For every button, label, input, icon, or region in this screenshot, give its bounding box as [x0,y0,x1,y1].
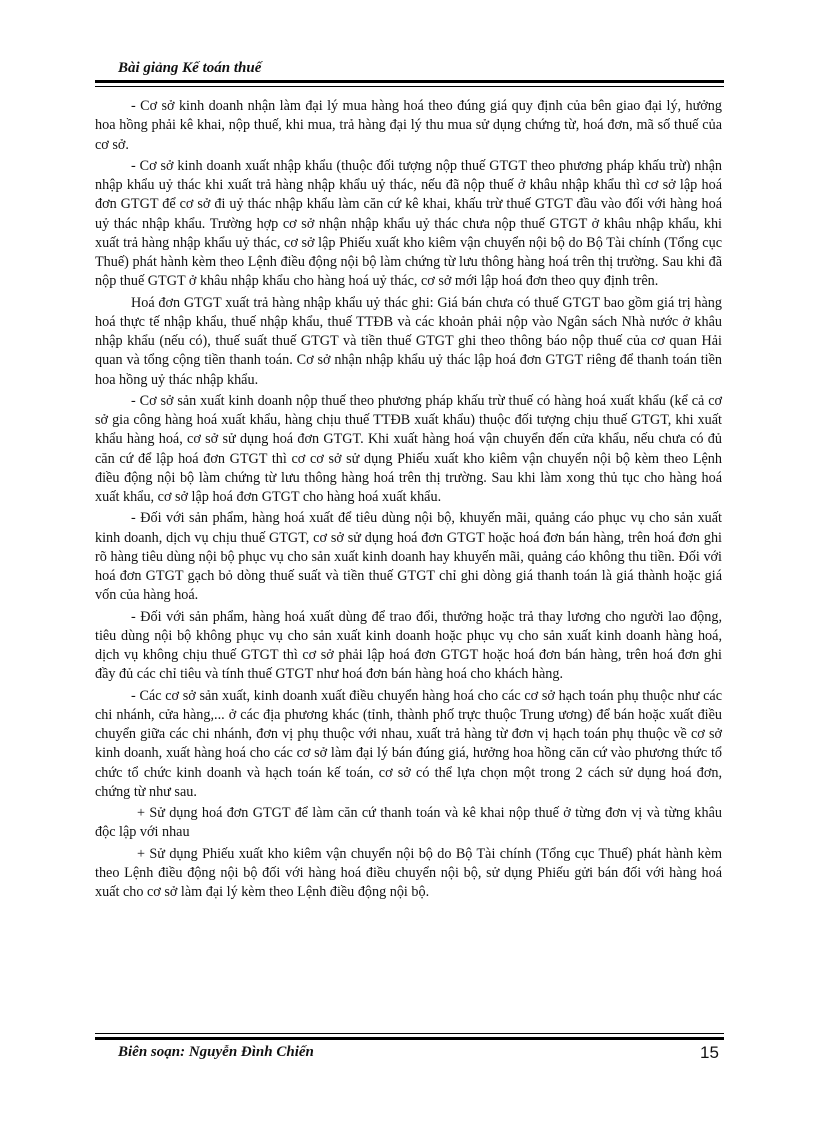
footer-author: Biên soạn: Nguyễn Đình Chiến [118,1044,314,1060]
header-rule-thin [95,86,724,87]
paragraph-export-goods: - Cơ sở sản xuất kinh doanh nộp thuế theo phương pháp khấu trừ thuế có hàng hoá xuất khẩu (kể cả cơ sở gia công hàng hoá xuất khẩu, hàng chịu thuế TTĐB xuất khẩu) thuộc đối tượng chịu thuế GTGT, khi xuất khẩu hàng hoá, cơ sở sử dụng hoá đơn GTGT. Khi xuất hàng hoá vận chuyển đến cửa khẩu, nếu chưa có đủ căn cứ để lập hoá đơn GTGT thì cơ cơ sở sử dụng Phiếu xuất kho kiêm vận chuyển nội bộ kèm theo Lệnh điều động nội bộ làm chứng từ lưu thông hàng hoá trên thị trường. Sau khi làm xong thủ tục cho hàng hoá xuất khẩu, cơ sở lập hoá đơn GTGT cho hàng hoá xuất khẩu. [95,392,722,505]
page-header-title: Bài giảng Kế toán thuế [118,60,262,76]
paragraph-agent-purchase: - Cơ sở kinh doanh nhận làm đại lý mua hàng hoá theo đúng giá quy định của bên giao đại lý, hưởng hoa hồng phải kê khai, nộp thuế, khi mua, trả hàng đại lý thu mua sử dụng chứng từ, hoá đơn, mã số thuế của cơ sở. [95,98,722,153]
footer-rule-thin [95,1033,724,1034]
document-body [95,97,722,904]
paragraph-option-vat-invoice: + Sử dụng hoá đơn GTGT để làm căn cứ thanh toán và kê khai nộp thuế ở từng đơn vị và từng khâu độc lập với nhau [95,805,722,841]
footer-rule-thick [95,1037,724,1040]
paragraph-transfer-branches: - Các cơ sở sản xuất, kinh doanh xuất điều chuyển hàng hoá cho các cơ sở hạch toán phụ thuộc như các chi nhánh, cửa hàng,... ở các địa phương khác (tỉnh, thành phố trực thuộc Trung ương) để bán hoặc xuất điều chuyển giữa các chi nhánh, đơn vị phụ thuộc với nhau, xuất trả hàng từ đơn vị hạch toán phụ thuộc về cơ sở kinh doanh, xuất hàng hoá cho các cơ sở làm đại lý bán đúng giá, hưởng hoa hồng căn cứ vào phương thức tổ chức tổ chức kinh doanh và hạch toán kế toán, cơ sở có thể lựa chọn một trong 2 cách sử dụng hoá đơn, chứng từ như sau. [95,687,722,800]
header-rule-thick [95,80,724,83]
paragraph-option-internal-transfer: + Sử dụng Phiếu xuất kho kiêm vận chuyển nội bộ do Bộ Tài chính (Tổng cục Thuế) phát hành kèm theo Lệnh điều động nội bộ đối với hàng hoá điều chuyển nội bộ, sử dụng Phiếu gửi bán đối với hàng hoá xuất cho cơ sở làm đại lý kèm theo Lệnh điều động nội bộ. [95,845,722,900]
paragraph-exchange-reward: - Đối với sản phẩm, hàng hoá xuất dùng để trao đổi, thưởng hoặc trả thay lương cho người lao động, tiêu dùng nội bộ không phục vụ cho sản xuất kinh doanh hoặc phục vụ cho sản xuất kinh doanh hàng hoá, dịch vụ không chịu thuế GTGT thì cơ sở phải lập hoá đơn GTGT hoặc hoá đơn bán hàng, trên hoá đơn ghi đầy đủ các chỉ tiêu và tính thuế GTGT như hoá đơn bán hàng hoá cho khách hàng. [95,608,722,683]
paragraph-import-entrustment: - Cơ sở kinh doanh xuất nhập khẩu (thuộc đối tượng nộp thuế GTGT theo phương pháp khấu trừ) nhận nhập khẩu uỷ thác khi xuất trả hàng nhập khẩu uỷ thác, nếu đã nộp thuế ở khâu nhập khẩu thì cơ sở lập hoá đơn GTGT để cơ sở đi uỷ thác nhập khẩu làm căn cứ kê khai, khấu trừ thuế GTGT đầu vào đối với hàng hoá uỷ thác nhập khẩu. Trường hợp cơ sở nhận nhập khẩu uỷ thác chưa nộp thuế GTGT ở khâu nhập khẩu, khi xuất trả hàng nhập khẩu uỷ thác, cơ sở lập Phiếu xuất kho kiêm vận chuyển nội bộ do Bộ Tài chính (Tổng cục Thuế) phát hành kèm theo Lệnh điều động nội bộ làm chứng từ lưu thông hàng hoá trên thị trường. Sau khi đã nộp thuế GTGT ở khâu nhập khẩu cho hàng hoá uỷ thác, cơ sở mới lập hoá đơn theo quy định trên. [95,157,722,290]
page-number: 15 [700,1043,719,1062]
paragraph-invoice-import: Hoá đơn GTGT xuất trả hàng nhập khẩu uỷ thác ghi: Giá bán chưa có thuế GTGT bao gồm giá trị hàng hoá thực tế nhập khẩu, thuế nhập khẩu, thuế TTĐB và các khoản phải nộp vào Ngân sách Nhà nước ở khâu nhập khẩu (nếu có), thuế suất thuế GTGT và tiền thuế GTGT ghi theo thông báo nộp thuế của cơ quan Hải quan và tổng cộng tiền thanh toán. Cơ sở nhận nhập khẩu uỷ thác lập hoá đơn GTGT riêng để thanh toán tiền hoa hồng uỷ thác nhập khẩu. [95,294,722,388]
paragraph-internal-consumption: - Đối với sản phẩm, hàng hoá xuất để tiêu dùng nội bộ, khuyến mãi, quảng cáo phục vụ cho sản xuất kinh doanh, dịch vụ chịu thuế GTGT, cơ sở sử dụng hoá đơn GTGT hoặc hoá đơn bán hàng, trên hoá đơn ghi rõ hàng tiêu dùng nội bộ phục vụ cho sản xuất kinh doanh hay khuyến mãi, quảng cáo không thu tiền. Đối với hoá đơn GTGT gạch bỏ dòng thuế suất và tiền thuế GTGT chỉ ghi dòng giá thanh toán là giá thành hoặc giá vốn của hàng hoá. [95,510,722,604]
